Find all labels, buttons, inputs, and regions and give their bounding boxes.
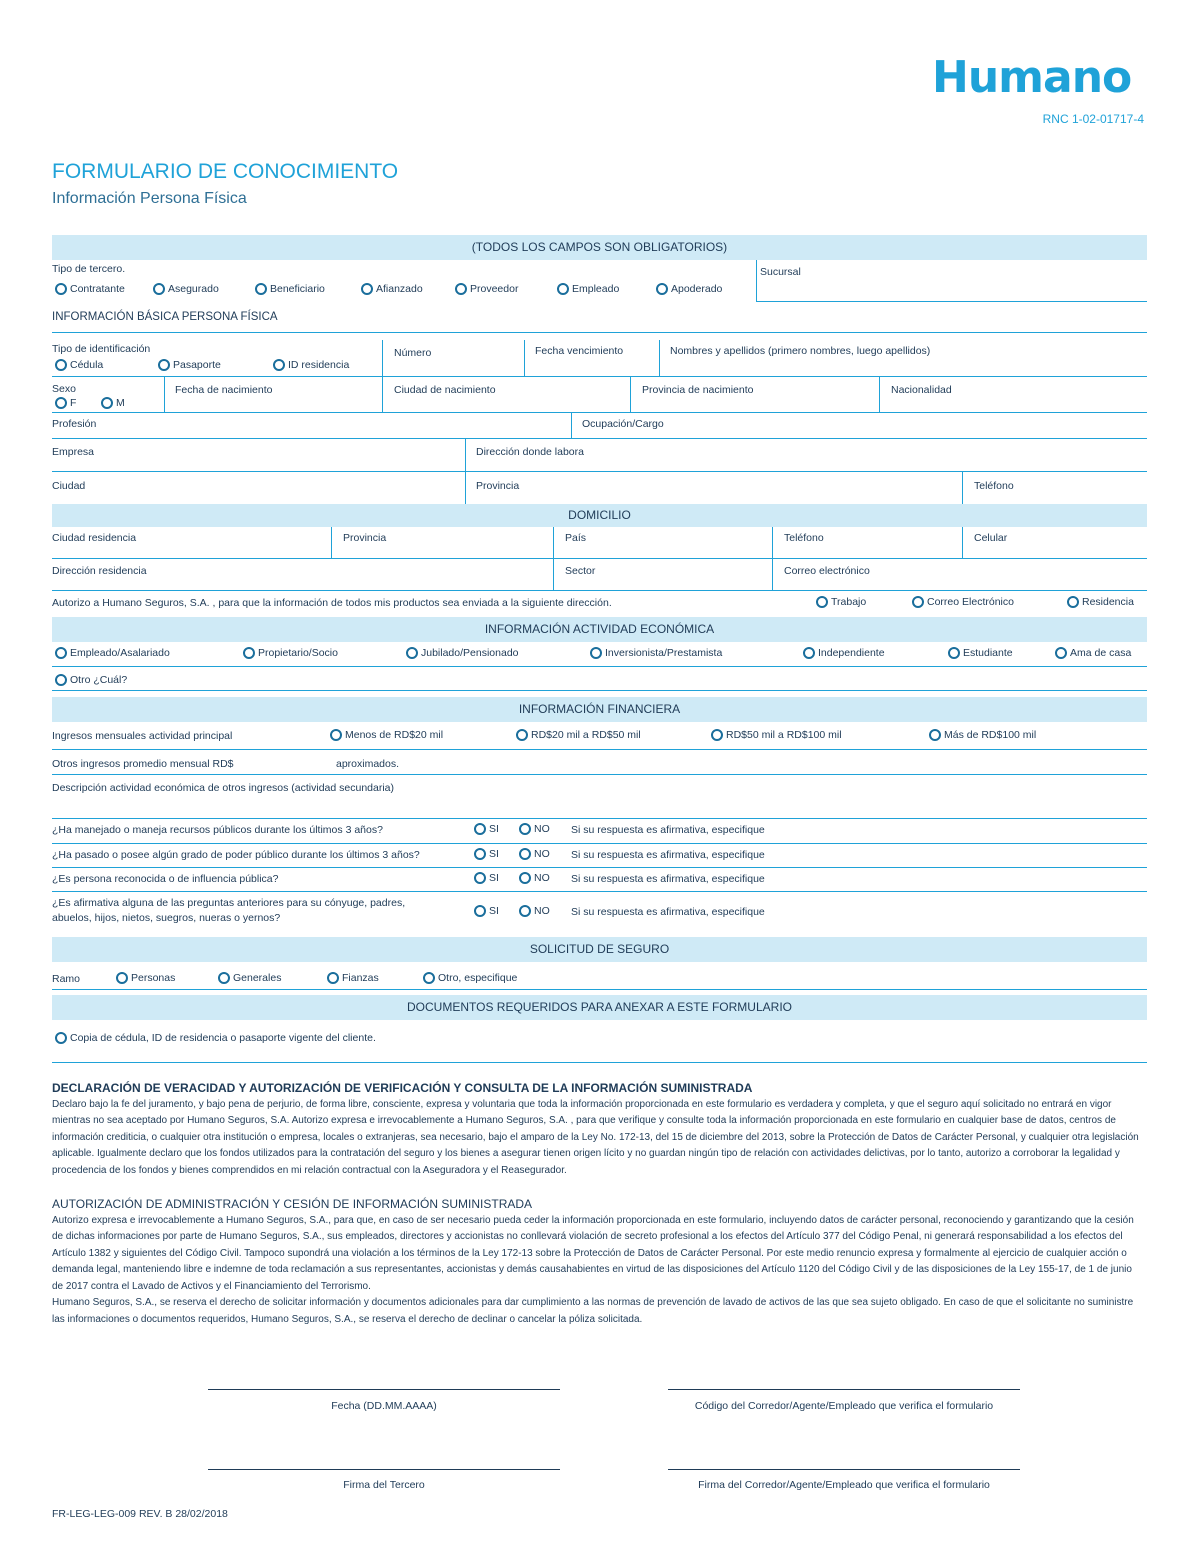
radio-circle-icon bbox=[1067, 596, 1079, 608]
sucursal-field[interactable]: Sucursal bbox=[760, 266, 801, 278]
radio-circle-icon bbox=[474, 848, 486, 860]
option-label: SI bbox=[489, 872, 499, 884]
option-label: SI bbox=[489, 905, 499, 917]
radio-circle-icon bbox=[273, 359, 285, 371]
radio-circle-icon bbox=[243, 647, 255, 659]
radio-circle-icon bbox=[803, 647, 815, 659]
pep-question-4a: ¿Es afirmativa alguna de las preguntas anteriores para su cónyuge, padres, bbox=[52, 897, 406, 909]
radio-afianzado[interactable] bbox=[361, 283, 423, 295]
radio-circle-icon bbox=[474, 905, 486, 917]
radio-circle-icon bbox=[656, 283, 668, 295]
empresa-field[interactable]: Empresa bbox=[52, 446, 95, 458]
descripcion-otros-field[interactable]: Descripción actividad económica de otros ingresos (actividad secundaria) bbox=[52, 782, 395, 794]
option-label: SI bbox=[489, 848, 499, 860]
form-title: FORMULARIO DE CONOCIMIENTO bbox=[52, 160, 399, 183]
radio-circle-icon bbox=[1055, 647, 1067, 659]
radio-circle-icon bbox=[153, 283, 165, 295]
radio-circle-icon bbox=[474, 872, 486, 884]
radio-envio-trabajo[interactable] bbox=[816, 596, 866, 608]
option-label: Asegurado bbox=[168, 283, 219, 295]
radio-ingreso-20-50[interactable] bbox=[516, 729, 641, 741]
pep1-especifique[interactable]: Si su respuesta es afirmativa, especifique bbox=[571, 824, 765, 836]
checkbox-copia-cedula[interactable] bbox=[55, 1032, 376, 1044]
option-label: Ama de casa bbox=[1070, 647, 1132, 659]
ramo-label: Ramo bbox=[52, 973, 81, 985]
correo-field[interactable]: Correo electrónico bbox=[784, 565, 870, 577]
option-label: Pasaporte bbox=[173, 359, 221, 371]
pep2-especifique[interactable]: Si su respuesta es afirmativa, especifique bbox=[571, 849, 765, 861]
declaracion-title: DECLARACIÓN DE VERACIDAD Y AUTORIZACIÓN DE VERIFICACIÓN Y CONSULTA DE LA INFORMACIÓN SUMINISTRADA bbox=[52, 1081, 753, 1095]
option-label: RD$20 mil a RD$50 mil bbox=[531, 729, 641, 741]
firma-corredor-field[interactable]: Firma del Corredor/Agente/Empleado que verifica el formulario bbox=[698, 1479, 990, 1491]
radio-circle-icon bbox=[557, 283, 569, 295]
band-actividad: INFORMACIÓN ACTIVIDAD ECONÓMICA bbox=[52, 617, 1147, 642]
option-label: NO bbox=[534, 905, 550, 917]
fecha-nacimiento-field[interactable]: Fecha de nacimiento bbox=[175, 384, 273, 396]
autorizacion-title: AUTORIZACIÓN DE ADMINISTRACIÓN Y CESIÓN DE INFORMACIÓN SUMINISTRADA bbox=[52, 1197, 533, 1211]
radio-pep3-si[interactable] bbox=[474, 872, 499, 884]
radio-circle-icon bbox=[55, 397, 67, 409]
radio-contratante[interactable] bbox=[55, 283, 125, 295]
option-label: Cédula bbox=[70, 359, 104, 371]
option-label: Empleado/Asalariado bbox=[70, 647, 170, 659]
option-label: Generales bbox=[233, 972, 282, 984]
option-label: Fianzas bbox=[342, 972, 379, 984]
option-label: Apoderado bbox=[671, 283, 723, 295]
declaracion-body: Declaro bajo la fe del juramento, y bajo pena de perjurio, de forma libre, consciente, expresa y voluntaria que toda la información proporcionada en este formulario es verdadera y completa, y que el seguro aquí solicitado no entrará en vigor mientras no sea aceptado por Humano Seguros, S.A. Autorizo expresa e irrevocablemente a Humano Seguros, S.A. , para que verifique y consulte toda la información proporcionada en este formulario en cualquier base de datos, centros de información crediticia, o cualquier otra institución o empresa, locales o extranjeras, sea necesario, bajo el amparo de la Ley No. 172-13, del 15 de diciembre del 2013, sobre la Protección de Datos de Carácter Personal, y cualquier otra legislación aplicable. Igualmente declaro que los fondos utilizados para la contratación del seguro y los bienes a asegurar tienen origen lícito y no guardan ningún tipo de relación con actividades delictivas, por lo tanto, autorizo a corroborar la legalidad y procedencia de los fondos y bienes comprendidos en mi relación contractual con la Aseguradora y el Reasegurador. bbox=[52, 1098, 1139, 1176]
option-label: SI bbox=[489, 823, 499, 835]
radio-ramo-fianzas[interactable] bbox=[327, 972, 379, 984]
band-financiera: INFORMACIÓN FINANCIERA bbox=[52, 697, 1147, 722]
option-label: Correo Electrónico bbox=[927, 596, 1014, 608]
radio-ramo-generales[interactable] bbox=[218, 972, 281, 984]
codigo-corredor-field[interactable]: Código del Corredor/Agente/Empleado que verifica el formulario bbox=[694, 1400, 994, 1412]
option-label: Jubilado/Pensionado bbox=[421, 647, 519, 659]
section-basica: INFORMACIÓN BÁSICA PERSONA FÍSICA bbox=[52, 311, 278, 323]
radio-ingreso-menos-20[interactable] bbox=[330, 729, 443, 741]
radio-pep1-no[interactable] bbox=[519, 823, 550, 835]
pep-question-2: ¿Ha pasado o posee algún grado de poder público durante los últimos 3 años? bbox=[52, 849, 420, 861]
sector-field[interactable]: Sector bbox=[565, 565, 596, 577]
band-domicilio: DOMICILIO bbox=[52, 504, 1147, 527]
autorizacion-section bbox=[52, 1196, 1142, 1328]
radio-ingreso-mas-100[interactable] bbox=[929, 729, 1036, 741]
radio-circle-icon bbox=[55, 647, 67, 659]
tercero-label: Tipo de tercero. bbox=[52, 263, 126, 275]
radio-ramo-otro[interactable] bbox=[423, 972, 517, 984]
radio-circle-icon bbox=[519, 823, 531, 835]
option-label: Más de RD$100 mil bbox=[944, 729, 1037, 741]
option-label: Inversionista/Prestamista bbox=[605, 647, 723, 659]
option-label: Personas bbox=[131, 972, 176, 984]
option-label: Copia de cédula, ID de residencia o pasaporte vigente del cliente. bbox=[70, 1032, 376, 1044]
option-label: M bbox=[116, 397, 125, 409]
radio-ramo-personas[interactable] bbox=[116, 972, 175, 984]
pep-question-1: ¿Ha manejado o maneja recursos públicos durante los últimos 3 años? bbox=[52, 824, 383, 836]
ciudad-nacimiento-field[interactable]: Ciudad de nacimiento bbox=[394, 384, 496, 396]
radio-beneficiario[interactable] bbox=[255, 283, 325, 295]
radio-pep1-si[interactable] bbox=[474, 823, 499, 835]
radio-circle-icon bbox=[218, 972, 230, 984]
radio-circle-icon bbox=[519, 872, 531, 884]
radio-pep4-no[interactable] bbox=[519, 905, 550, 917]
radio-circle-icon bbox=[361, 283, 373, 295]
radio-sexo-m[interactable] bbox=[101, 397, 125, 409]
pais-field[interactable]: País bbox=[565, 532, 587, 544]
fecha-signature-field[interactable]: Fecha (DD.MM.AAAA) bbox=[331, 1400, 437, 1412]
option-label: Contratante bbox=[70, 283, 125, 295]
radio-empleado[interactable] bbox=[557, 283, 619, 295]
radio-cedula[interactable] bbox=[55, 359, 103, 371]
numero-field[interactable]: Número bbox=[394, 347, 432, 359]
ciudad-field[interactable]: Ciudad bbox=[52, 480, 86, 492]
option-label: Empleado bbox=[572, 283, 620, 295]
pep3-especifique[interactable]: Si su respuesta es afirmativa, especifique bbox=[571, 873, 765, 885]
radio-circle-icon bbox=[55, 674, 67, 686]
radio-envio-residencia[interactable] bbox=[1067, 596, 1134, 608]
radio-apoderado[interactable] bbox=[656, 283, 722, 295]
radio-ama-de-casa[interactable] bbox=[1055, 647, 1131, 659]
radio-circle-icon bbox=[330, 729, 342, 741]
telefono-field[interactable]: Teléfono bbox=[974, 480, 1014, 492]
radio-circle-icon bbox=[101, 397, 113, 409]
radio-circle-icon bbox=[406, 647, 418, 659]
radio-circle-icon bbox=[474, 823, 486, 835]
autorizacion-body: Autorizo expresa e irrevocablemente a Humano Seguros, S.A., para que, en caso de ser necesario pueda ceder la información proporcionada en este formulario, incluyendo datos de carácter personal, reconociendo y garantizando que la cesión de dichas informaciones por parte de Humano Seguros, S.A., sus empleados, directores y accionistas no conllevará violación de secreto profesional a los efectos del Artículo 377 del Código Penal, ni generará responsabilidad a los efectos del Artículo 1382 y siguientes del Código Civil. Tampoco supondrá una violación a los términos de la Ley 172-13 sobre la Protección de Datos de Carácter Personal. Por este medio renuncio expresa y formalmente al ejercicio de cualquier acción o demanda legal, manteniendo libre e indemne de toda reclamación a sus representantes, accionistas y demás causahabientes en virtud de las disposiciones del Artículo 1120 del Código Civil y de las disposiciones de la Ley 155-17, de 1 de junio de 2017 contra el Lavado de Activos y el Financiamiento del Terrorismo. bbox=[52, 1214, 1134, 1292]
option-label: Independiente bbox=[818, 647, 885, 659]
radio-pep4-si[interactable] bbox=[474, 905, 499, 917]
form-code-footer: FR-LEG-LEG-009 REV. B 28/02/2018 bbox=[52, 1508, 228, 1520]
radio-circle-icon bbox=[519, 905, 531, 917]
radio-pasaporte[interactable] bbox=[158, 359, 221, 371]
radio-propietario[interactable] bbox=[243, 647, 338, 659]
nombres-field[interactable]: Nombres y apellidos (primero nombres, luego apellidos) bbox=[670, 345, 931, 357]
option-label: Menos de RD$20 mil bbox=[345, 729, 444, 741]
radio-jubilado[interactable] bbox=[406, 647, 519, 659]
radio-otro-actividad[interactable] bbox=[55, 674, 127, 686]
direccion-labora-field[interactable]: Dirección donde labora bbox=[476, 446, 584, 458]
option-label: Otro, especifique bbox=[438, 972, 518, 984]
radio-independiente[interactable] bbox=[803, 647, 885, 659]
option-label: Propietario/Socio bbox=[258, 647, 338, 659]
option-label: Beneficiario bbox=[270, 283, 325, 295]
radio-asegurado[interactable] bbox=[153, 283, 219, 295]
option-label: Estudiante bbox=[963, 647, 1013, 659]
option-label: NO bbox=[534, 848, 550, 860]
sexo-label: Sexo bbox=[52, 383, 76, 395]
radio-circle-icon bbox=[912, 596, 924, 608]
rnc-number: RNC 1-02-01717-4 bbox=[1042, 112, 1144, 126]
band-solicitud: SOLICITUD DE SEGURO bbox=[52, 937, 1147, 962]
radio-circle-icon bbox=[816, 596, 828, 608]
radio-circle-icon bbox=[116, 972, 128, 984]
option-label: Trabajo bbox=[831, 596, 867, 608]
radio-circle-icon bbox=[516, 729, 528, 741]
band-all-required: (TODOS LOS CAMPOS SON OBLIGATORIOS) bbox=[52, 235, 1147, 260]
radio-circle-icon bbox=[55, 283, 67, 295]
nacionalidad-field[interactable]: Nacionalidad bbox=[891, 384, 952, 396]
radio-circle-icon bbox=[929, 729, 941, 741]
declaracion-section bbox=[52, 1080, 1142, 1179]
radio-pep2-no[interactable] bbox=[519, 848, 550, 860]
provincia-nacimiento-field[interactable]: Provincia de nacimiento bbox=[642, 384, 754, 396]
radio-circle-icon bbox=[55, 359, 67, 371]
radio-circle-icon bbox=[590, 647, 602, 659]
radio-envio-correo[interactable] bbox=[912, 596, 1014, 608]
option-label: Otro ¿Cuál? bbox=[70, 674, 128, 686]
radio-circle-icon bbox=[255, 283, 267, 295]
radio-pep2-si[interactable] bbox=[474, 848, 499, 860]
radio-circle-icon bbox=[158, 359, 170, 371]
radio-circle-icon bbox=[423, 972, 435, 984]
autorizo-envio-text: Autorizo a Humano Seguros, S.A. , para que la información de todos mis productos sea enviada a la siguiente dirección. bbox=[52, 597, 612, 609]
radio-empleado-asalariado[interactable] bbox=[55, 647, 170, 659]
radio-estudiante[interactable] bbox=[948, 647, 1013, 659]
ingresos-label: Ingresos mensuales actividad principal bbox=[52, 730, 233, 742]
otros-ingresos-field[interactable]: Otros ingresos promedio mensual RD$ bbox=[52, 758, 234, 770]
ciudad-residencia-field[interactable]: Ciudad residencia bbox=[52, 532, 137, 544]
option-label: Afianzado bbox=[376, 283, 423, 295]
pep-question-3: ¿Es persona reconocida o de influencia pública? bbox=[52, 873, 279, 885]
tipo-id-label: Tipo de identificación bbox=[52, 343, 151, 355]
radio-circle-icon bbox=[948, 647, 960, 659]
humano-logo: Humano bbox=[932, 52, 1132, 103]
radio-proveedor[interactable] bbox=[455, 283, 518, 295]
option-label: ID residencia bbox=[288, 359, 350, 371]
radio-inversionista[interactable] bbox=[590, 647, 722, 659]
band-documentos: DOCUMENTOS REQUERIDOS PARA ANEXAR A ESTE FORMULARIO bbox=[52, 995, 1147, 1020]
radio-sexo-f[interactable] bbox=[55, 397, 76, 409]
radio-circle-icon bbox=[711, 729, 723, 741]
radio-circle-icon bbox=[519, 848, 531, 860]
radio-circle-icon bbox=[327, 972, 339, 984]
provincia-field[interactable]: Provincia bbox=[476, 480, 520, 492]
option-label: NO bbox=[534, 872, 550, 884]
radio-id-residencia[interactable] bbox=[273, 359, 349, 371]
profesion-field[interactable]: Profesión bbox=[52, 418, 97, 430]
option-label: RD$50 mil a RD$100 mil bbox=[726, 729, 842, 741]
option-label: NO bbox=[534, 823, 550, 835]
provincia-residencia-field[interactable]: Provincia bbox=[343, 532, 387, 544]
telefono-residencia-field[interactable]: Teléfono bbox=[784, 532, 824, 544]
option-label: Residencia bbox=[1082, 596, 1134, 608]
radio-pep3-no[interactable] bbox=[519, 872, 550, 884]
option-label: F bbox=[70, 397, 77, 409]
direccion-residencia-field[interactable]: Dirección residencia bbox=[52, 565, 147, 577]
pep4-especifique[interactable]: Si su respuesta es afirmativa, especifique bbox=[571, 906, 765, 918]
autorizacion-body-2: Humano Seguros, S.A., se reserva el derecho de solicitar información y documentos adicionales para dar cumplimiento a las normas de prevención de lavado de activos de las que sea sujeto obligado. En caso de que el solicitante no suministre las informaciones o documentos requeridos, Humano Seguros, S.A., se reserva el derecho de declinar o cancelar la póliza solicitada. bbox=[52, 1297, 1134, 1325]
pep-question-4b: abuelos, hijos, nietos, suegros, nueras o yernos? bbox=[52, 912, 281, 924]
radio-ingreso-50-100[interactable] bbox=[711, 729, 842, 741]
form-subtitle: Información Persona Física bbox=[52, 190, 247, 207]
firma-tercero-field[interactable]: Firma del Tercero bbox=[343, 1479, 425, 1491]
aproximados-label: aproximados. bbox=[336, 758, 400, 770]
radio-circle-icon bbox=[455, 283, 467, 295]
option-label: Proveedor bbox=[470, 283, 519, 295]
fecha-vencimiento-field[interactable]: Fecha vencimiento bbox=[535, 345, 624, 357]
radio-circle-icon bbox=[55, 1032, 67, 1044]
ocupacion-field[interactable]: Ocupación/Cargo bbox=[582, 418, 664, 430]
celular-field[interactable]: Celular bbox=[974, 532, 1008, 544]
